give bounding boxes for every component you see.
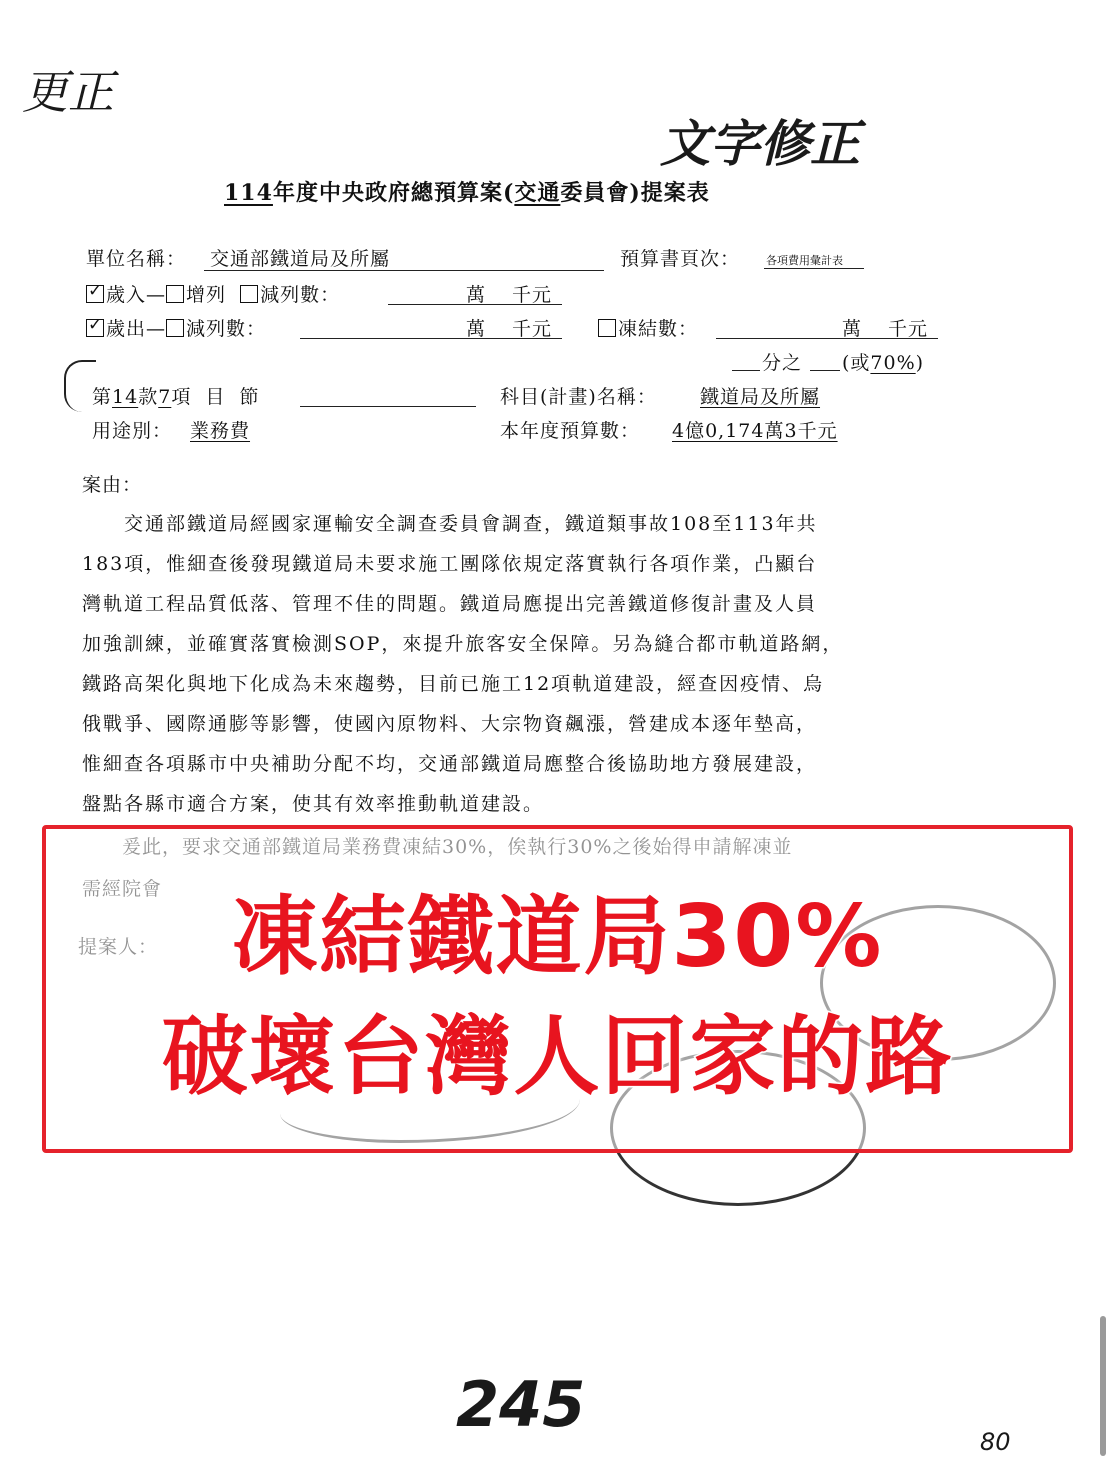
revenue-thousand: 千元 <box>512 284 553 306</box>
subject-label: 科目(計畫)名稱： <box>500 386 657 408</box>
reason-label: 案由： <box>82 474 143 496</box>
subject-value: 鐵道局及所屬 <box>700 386 821 408</box>
percent: (或70%) <box>842 352 925 374</box>
expense-reduce-checkbox <box>166 319 184 337</box>
reduce-checkbox <box>240 285 258 303</box>
budget-page-label: 預算書頁次： <box>620 248 741 270</box>
scrollbar-thumb[interactable] <box>1100 1316 1106 1456</box>
annual-budget-value: 4億0,174萬3千元 <box>672 420 838 442</box>
title-year: 114 <box>224 180 273 206</box>
freeze-row: 凍結數： <box>598 314 698 341</box>
unit-value: 交通部鐵道局及所屬 <box>210 248 391 270</box>
handwritten-correction-note: 更正 <box>22 65 114 119</box>
add-checkbox <box>166 285 184 303</box>
percent-value: 70% <box>870 352 916 374</box>
reason-body: 交通部鐵道局經國家運輸安全調查委員會調查，鐵道類事故108至113年共 183項，惟細查後發現鐵道局未要求施工團隊依規定落實執行各項作業，凸顯台 灣軌道工程品質低落、管理不佳的問題。鐵道局應提出完善鐵道修復計畫及人員 加強訓練，並確實落實檢測SOP，來提升旅客安全保障。另為縫合都市軌道路網， 鐵路高架化與地下化成為未來趨勢，目前已施工12項軌道建設，經查因疫情、烏 俄戰爭、國際通膨等影響，使國內原物料、大宗物資飆漲，營建成本逐年墊高， 惟細查各項縣市中央補助分配不均，交通部鐵道局應整合後協助地方發展建設， 盤點各縣市適合方案，使其有效率推動軌道建設。 <box>82 513 844 815</box>
unit-label: 單位名稱： <box>86 248 187 270</box>
freeze-thousand: 千元 <box>888 318 929 340</box>
headline-line-2: 破壞台灣人回家的路 <box>161 1007 954 1107</box>
kuan-value: 14 <box>112 386 139 408</box>
item-row: 第14款7項 目 節 <box>92 386 260 408</box>
expense-thousand: 千元 <box>512 318 553 340</box>
vertical-scrollbar[interactable] <box>1100 6 1106 1470</box>
revenue-wan: 萬 <box>466 284 487 306</box>
usage-label: 用途別： <box>92 420 173 442</box>
freeze-wan: 萬 <box>842 318 863 340</box>
corner-page-number: 80 <box>980 1428 1011 1456</box>
revenue-row: ✓歲入— 增列 減列數： <box>86 280 340 307</box>
headline-overlay-box <box>42 825 1073 1153</box>
freeze-checkbox <box>598 319 616 337</box>
headline-line-1: 凍結鐵道局30% <box>231 887 884 987</box>
handwritten-page-number: 245 <box>456 1368 586 1441</box>
form-title: 114年度中央政府總預算案(交通委員會)提案表 <box>224 180 710 206</box>
usage-value: 業務費 <box>190 420 251 442</box>
expense-row: ✓歲出— 減列數： <box>86 314 266 341</box>
budget-page-value: 各項費用彙計表 <box>766 254 843 267</box>
expense-checkbox <box>86 319 104 337</box>
xiang-value: 7 <box>158 386 172 408</box>
revenue-checkbox <box>86 285 104 303</box>
annual-budget-label: 本年度預算數： <box>500 420 641 442</box>
expense-wan: 萬 <box>466 318 487 340</box>
fraction-label: 分之 <box>762 352 803 374</box>
handwritten-text-revision-note: 文字修正 <box>660 115 860 173</box>
